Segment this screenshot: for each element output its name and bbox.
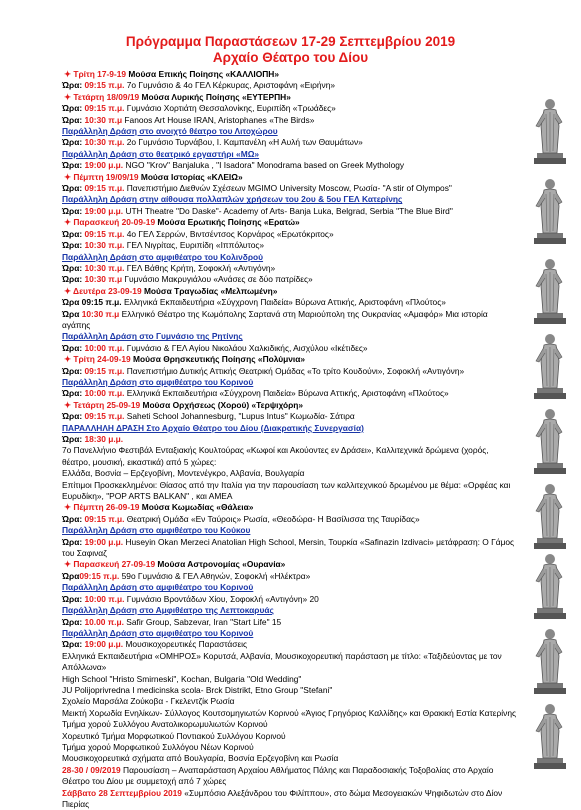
- day-date: Πέμπτη 19/09/19: [73, 171, 139, 182]
- event-detail-text: Ελληνικά Εκπαιδευτήρια «ΟΜΗΡΟΣ» Κορυτσά, Αλβανία, Μουσικοχορευτική παράσταση με τίτλο: «Ταξιδεύοντας με τον Απόλλωνα»: [62, 650, 502, 673]
- event-time: 10:30 π.μ: [81, 308, 120, 319]
- day-heading: ✦ Τρίτη 17-9-19 Μούσα Επικής Ποίησης «ΚΑΛΛΙΟΠΗ»: [64, 69, 279, 79]
- muse-name: Μούσα Αστρονομίας «Ουρανία»: [155, 559, 286, 570]
- event-detail-text: Επίτιμοι Προσκεκλημένοι: Θίασος από την Ιταλία για την παρουσίαση των καλλιτεχνικού δρωμένου με θέμα: «Ορφέας και Ευρυδίκη», "POP ARTS BALKAN" , και ΑΜΕΑ: [62, 479, 511, 502]
- event-time: 10:30 π.μ.: [84, 137, 125, 148]
- event-time: 09:15 π.μ.: [84, 513, 125, 524]
- event-detail: [62, 731, 518, 742]
- event-line: [62, 80, 518, 91]
- day-date: Δευτέρα 23-09-19: [73, 285, 142, 296]
- event-line: [62, 229, 518, 240]
- page-title: Πρόγραμμα Παραστάσεων 17-29 Σεπτεμβρίου 2019: [125, 34, 456, 49]
- time-label: Ώρα:: [62, 593, 85, 604]
- event-time: 10:30 π.μ: [84, 274, 123, 285]
- day-date: Τετάρτη 25-09-19: [73, 399, 141, 410]
- event-text: 2ο Γυμνάσιο Τυρνάβου, Ι. Καμπανέλη «Η Αυλή των Θαυμάτων»: [124, 137, 363, 148]
- day-date: Τρίτη 17-9-19: [73, 69, 127, 79]
- event-time: 18:30 μ.μ.: [84, 434, 124, 444]
- event-text: Ελληνικά Εκπαιδευτήρια «Σύγχρονη Παιδεία» Βύρωνα Αττικής, Αριστοφάνη «Πλούτος»: [124, 388, 449, 399]
- program-list: [62, 69, 518, 810]
- time-label: Ώρα:: [62, 616, 85, 627]
- event-time: 10:30 π.μ.: [84, 262, 125, 273]
- event-line: [62, 240, 518, 251]
- time-label: Ώρα:: [62, 365, 85, 376]
- time-label: Ώρα:: [62, 536, 85, 547]
- parallel-event-title: Παράλληλη Δράση στο Αμφιθέατρο της Λεπτοκαρυάς: [62, 605, 274, 616]
- event-time: 28-30 / 09/2019: [62, 764, 121, 775]
- event-text: Θεατρική Ομάδα «Εν Ταύροις» Ρωσία, «Θεοδώρα- Η Βασίλισσα της Ταυρίδας»: [124, 513, 420, 524]
- event-detail: [62, 685, 518, 696]
- day-heading: ✦ Τρίτη 24-09-19 Μούσα Θρησκευτικής Ποίησης «Πολύμνια»: [64, 354, 306, 365]
- event-detail: [62, 696, 518, 707]
- event-line: [62, 297, 518, 308]
- day-date: Παρασκευή 27-09-19: [73, 559, 156, 570]
- parallel-event-title: Παράλληλη Δράση στο ανοιχτό θέατρο του Λιτοχώρου: [62, 126, 278, 137]
- event-line: [62, 434, 518, 445]
- event-time: 10:30 π.μ: [84, 114, 123, 125]
- event-time: 10.00 π.μ.: [84, 616, 124, 627]
- muse-name: Μούσα Κωμωδίας «Θάλεια»: [139, 502, 254, 513]
- time-label: Ώρα:: [62, 228, 85, 239]
- event-text: Fanoos Art House IRAN, Aristophanes «The Birds»: [122, 114, 315, 125]
- event-time: 09:15 π.μ.: [84, 80, 125, 91]
- time-label: Ώρα:: [62, 434, 85, 444]
- event-line: [62, 263, 518, 274]
- event-line: [62, 617, 518, 628]
- event-text: Γυμνάσιο Βροντάδων Χίου, Σοφοκλή «Αντιγόνη» 20: [124, 593, 319, 604]
- parallel-event-title: Παράλληλη Δράση στο αμφιθέατρο του Κορινού: [62, 627, 254, 638]
- event-text: Πανεπιστήμιο Δυτικής Αττικής Θεατρική Ομάδας «Το τρίτο Κουδούνι», Σοφοκλή «Αντιγόνη»: [124, 365, 465, 376]
- parallel-event-title: ΠΑΡΑΛΛΗΛΗ ΔΡΑΣΗ Στο Αρχαίο Θέατρο του Δίου (Διακρατικής Συνεργασία): [62, 422, 364, 433]
- time-label: Ώρα: [62, 308, 82, 319]
- event-time: 09:15 π.μ.: [84, 411, 125, 422]
- muse-statue-icon: [524, 406, 576, 481]
- muse-name: Μούσα Ιστορίας «ΚΛΕΙΩ»: [138, 171, 243, 182]
- time-label: Ώρα:: [62, 262, 85, 273]
- muse-statue-icon: [524, 701, 576, 776]
- event-text: Ελληνικά Εκπαιδευτήρια «Σύγχρονη Παιδεία» Βύρωνα Αττικής, Αριστοφάνη «Πλούτος»: [121, 297, 446, 308]
- parallel-event-title: Παράλληλη Δράση στο αμφιθέατρο του Κούκου: [62, 525, 251, 536]
- event-text: Γυμνάσιο Χορτιάτη Θεσσαλονίκης, Ευριπίδη «Τρωάδες»: [124, 103, 336, 114]
- page-subtitle: Αρχαίο Θέατρο του Δίου: [212, 50, 369, 65]
- muse-statue-icon: [524, 176, 576, 251]
- muse-statue-icon: [524, 96, 576, 171]
- event-text: Ελληνικό Θέατρο της Κωμόπολης Σαρτανά στη Μαριούπολη της Ουκρανίας «Αμαφόρ» Μια ιστορία αγάπης: [62, 308, 488, 330]
- statue-column: [524, 96, 576, 766]
- parallel-event-heading: [62, 605, 518, 616]
- event-detail: [62, 674, 518, 685]
- event-detail: [62, 480, 518, 503]
- time-label: Ώρα:: [62, 411, 85, 422]
- event-line: [62, 309, 518, 332]
- event-detail-text: Μουσικοχορευτικά σχήματα από Βουλγαρία, Βοσνία Ερζεγοβίνη και Ρωσία: [62, 753, 339, 764]
- event-text: Saheti School Johannesburg, "Lupus Intus" Κωμωδία- Σάτιρα: [124, 411, 355, 422]
- event-time: 09:15 π.μ.: [84, 103, 125, 114]
- time-label: Ώρα:: [62, 160, 85, 171]
- parallel-event-title: Παράλληλη Δράση στο αμφιθέατρο του Κορινού: [62, 582, 254, 593]
- event-text: ΓΕΛ Βάθης Κρήτη, Σοφοκλή «Αντιγόνη»: [124, 262, 276, 273]
- muse-name: Μούσα Ερωτικής Ποίησης «Ερατώ»: [155, 217, 300, 228]
- time-label: Ώρα:: [62, 274, 85, 285]
- time-label: Ώρα:: [62, 240, 85, 251]
- muse-statue-icon: [524, 551, 576, 626]
- event-text: Πανεπιστήμιο Διεθνών Σχέσεων MGIMO University Moscow, Ρωσία- "A stir of Olympos": [124, 183, 452, 194]
- event-text: Μουσικοχορευτικές Παραστάσεις: [123, 639, 248, 650]
- event-text: 59ο Γυμνάσιο & ΓΕΛ Αθηνών, Σοφοκλή «Ηλέκτρα»: [119, 570, 311, 581]
- event-time: 09:15 π.μ.: [84, 365, 125, 376]
- event-line: [62, 160, 518, 171]
- time-label: Ώρα 09:15 π.μ.: [62, 297, 122, 308]
- day-date: Τρίτη 24-09-19: [73, 354, 131, 365]
- day-heading: ✦ Τετάρτη 25-09-19 Μούσα Ορχήσεως (Χορού) «Τερψιχόρη»: [64, 399, 304, 410]
- event-detail: [62, 651, 518, 674]
- event-detail: [62, 719, 518, 730]
- day-heading: ✦ Πέμπτη 26-09-19 Μούσα Κωμωδίας «Θάλεια»: [64, 502, 254, 513]
- muse-name: Μούσα Θρησκευτικής Ποίησης «Πολύμνια»: [130, 354, 306, 365]
- event-text: Παρουσίαση – Αναπαράσταση Αρχαίου Αθλήματος Πάλης και Παραδοσιακής Τοξοβολίας στο Αρχαίο Θέατρο του Δίου με συμμετοχή από 7 χώρες: [62, 764, 494, 787]
- muse-statue-icon: [524, 626, 576, 701]
- event-text: Γυμνάσιο Μακρυγιάλου «Ανάσες σε δύο πατρίδες»: [122, 274, 313, 285]
- event-detail-text: 7ο Πανελλήνιο Φεστιβάλ Ενταξιακής Κουλτούρας «Κωφοί και Ακούοντες εν Δράσει», Καλλιτεχνικά δρώμενα (χορός, θέατρο, μουσική, εικαστικά) από 5 χώρες:: [62, 445, 489, 467]
- event-detail-text: Χορευτικό Τμήμα Μορφωτικού Ποντιακού Συλλόγου Κορινού: [62, 730, 286, 741]
- muse-name: Μούσα Ορχήσεως (Χορού) «Τερψιχόρη»: [140, 399, 304, 410]
- event-detail-text: Σχολείο Μαρσάλα Ζούκοβα - Γκελεντζίκ Ρωσία: [62, 696, 235, 707]
- event-time: 09:15 π.μ.: [84, 228, 125, 239]
- event-text: NGO "Krov" Banjaluka , "I Isadora" Monodrama based on Greek Mythology: [123, 160, 405, 171]
- event-text: Γυμνάσιο & ΓΕΛ Αγίου Νικολάου Χαλκιδικής, Αισχύλου «Ικέτιδες»: [124, 342, 368, 353]
- muse-name: Μούσα Λυρικής Ποίησης «ΕΥΤΕΡΠΗ»: [139, 91, 291, 102]
- time-label: Ώρα:: [62, 639, 85, 650]
- event-line: [62, 103, 518, 114]
- event-time: 19:00 μ.μ.: [84, 536, 124, 547]
- time-label: Ώρα:: [62, 103, 85, 114]
- day-heading: ✦ Τετάρτη 18/09/19 Μούσα Λυρικής Ποίησης «ΕΥΤΕΡΠΗ»: [64, 91, 291, 102]
- parallel-event-heading: [62, 582, 518, 593]
- event-line: [62, 537, 518, 560]
- day-date: Πέμπτη 26-09-19: [73, 502, 140, 513]
- event-time: Σάββατο 28 Σεπτεμβρίου 2019: [62, 787, 182, 798]
- event-detail: [62, 753, 518, 764]
- muse-name: Μούσα Τραγωδίας «Μελπωμένη»: [141, 285, 278, 296]
- time-label: Ώρα:: [62, 137, 85, 148]
- parallel-event-title: Παράλληλη Δράση στο αμφιθέατρο του Κορινού: [62, 376, 254, 387]
- muse-name: Μούσα Επικής Ποίησης «ΚΑΛΛΙΟΠΗ»: [126, 69, 279, 79]
- parallel-event-heading: [62, 149, 518, 160]
- event-line: [62, 514, 518, 525]
- event-detail: [62, 468, 518, 479]
- parallel-event-heading: [62, 525, 518, 536]
- event-time: 10:30 π.μ.: [84, 240, 125, 251]
- event-detail-text: Μεικτή Χορωδία Ενηλίκων- Σύλλογος Κουτσομηγιωτών Κορινού «Άγιος Γρηγόριος Καλλίδης» και Θρακική Εστία Κατερίνης: [62, 707, 517, 718]
- event-detail: [62, 445, 518, 468]
- event-text: 7ο Γυμνάσιο & 4ο ΓΕΛ Κέρκυρας, Αριστοφάνη «Ειρήνη»: [124, 80, 336, 91]
- event-line: [62, 594, 518, 605]
- time-label: Ώρα:: [62, 513, 85, 524]
- event-text: ΓΕΛ Νιγρίτας, Ευριπίδη «Ιππόλυτος»: [124, 240, 265, 251]
- event-line: [62, 343, 518, 354]
- muse-statue-icon: [524, 331, 576, 406]
- event-text: 4ο ΓΕΛ Σερρών, Βιντσέντσος Κορνάρος «Ερωτόκριτος»: [124, 228, 334, 239]
- parallel-event-title: Παράλληλη Δράση στο αμφιθέατρο του Κολινδρού: [62, 251, 264, 262]
- time-label: Ώρα: [62, 570, 80, 581]
- event-text: Safir Group, Sabzevar, Iran "Start Life" 15: [123, 616, 282, 627]
- parallel-event-heading: [62, 331, 518, 342]
- event-detail: [62, 708, 518, 719]
- event-time: 19:00 μ.μ.: [84, 160, 124, 171]
- event-time: 10:00 π.μ.: [84, 388, 125, 399]
- event-line: [62, 183, 518, 194]
- day-heading: ✦ Παρασκευή 20-09-19 Μούσα Ερωτικής Ποίησης «Ερατώ»: [64, 217, 300, 228]
- time-label: Ώρα:: [62, 114, 85, 125]
- event-time: 19:00 μ.μ.: [84, 205, 124, 216]
- page-header: [0, 34, 581, 66]
- event-time: 09:15 π.μ.: [79, 570, 120, 581]
- day-heading: ✦ Πέμπτη 19/09/19 Μούσα Ιστορίας «ΚΛΕΙΩ»: [64, 171, 243, 182]
- event-line: [62, 388, 518, 399]
- parallel-event-title: Παράλληλη Δράση στο θεατρικό εργαστήρι «ΜΩ»: [62, 148, 260, 159]
- event-detail-text: Ελλάδα, Βοσνία – Ερζεγοβίνη, Μοντενέγκρο, Αλβανία, Βουλγαρία: [62, 468, 305, 479]
- parallel-event-heading: [62, 126, 518, 137]
- day-heading: ✦ Δευτέρα 23-09-19 Μούσα Τραγωδίας «Μελπωμένη»: [64, 285, 278, 296]
- parallel-event-heading: [62, 194, 518, 205]
- parallel-event-heading: [62, 628, 518, 639]
- event-line: [62, 788, 518, 810]
- parallel-event-heading: [62, 423, 518, 434]
- parallel-event-heading: [62, 252, 518, 263]
- parallel-event-heading: [62, 377, 518, 388]
- muse-statue-icon: [524, 481, 576, 556]
- time-label: Ώρα:: [62, 183, 85, 194]
- event-line: [62, 115, 518, 126]
- event-line: [62, 366, 518, 377]
- muse-statue-icon: [524, 256, 576, 331]
- event-line: [62, 571, 518, 582]
- parallel-event-title: Παράλληλη Δράση στην αίθουσα πολλαπλών χρήσεων του 2ου & 5ου ΓΕΛ Κατερίνης: [62, 194, 403, 205]
- event-line: [62, 206, 518, 217]
- event-line: [62, 639, 518, 650]
- day-date: Παρασκευή 20-09-19: [73, 217, 156, 228]
- event-text: Huseyin Okan Merzeci Anatolian High School, Mersin, Τουρκία «Safinazin Izdivaci» μετάφραση: Ο Γάμος του Σαφιναζ: [62, 536, 515, 559]
- time-label: Ώρα:: [62, 205, 85, 216]
- event-detail-text: Τμήμα χορού Μορφωτικού Συλλόγου Νέων Κορινού: [62, 741, 254, 752]
- event-line: [62, 274, 518, 285]
- event-line: [62, 411, 518, 422]
- event-text: «Συμπόσιο Αλεξάνδρου του Φιλίππου», στο δώμα Μεσογειακών Ψηφιδωτών στο Δίον Πιερίας: [62, 787, 503, 809]
- event-line: [62, 765, 518, 788]
- event-detail-text: High School "Hristo Smirneski", Kochan, Bulgaria "Old Wedding": [62, 673, 302, 684]
- event-time: 19:00 μ.μ.: [84, 639, 124, 650]
- event-time: 10:00 π.μ.: [84, 342, 125, 353]
- event-detail-text: Τμήμα χορού Συλλόγου Ανατολικορωμυλιωτών Κορινού: [62, 719, 268, 730]
- event-time: 10:00 π.μ.: [84, 593, 125, 604]
- parallel-event-title: Παράλληλη Δράση στο Γυμνάσιο της Ρητίνης: [62, 331, 243, 342]
- time-label: Ώρα:: [62, 388, 85, 399]
- event-detail-text: JU Polijoprivredna I medicinska scola- Brck Distrikt, Etno Group "Stefani": [62, 684, 333, 695]
- time-label: Ώρα:: [62, 80, 85, 91]
- event-text: UTH Theatre "Do Daske"- Academy of Arts- Banja Luka, Belgrad, Serbia "The Blue Bird": [123, 205, 453, 216]
- event-detail: [62, 742, 518, 753]
- event-time: 09:15 π.μ.: [84, 183, 125, 194]
- day-date: Τετάρτη 18/09/19: [73, 91, 140, 102]
- day-heading: ✦ Παρασκευή 27-09-19 Μούσα Αστρονομίας «Ουρανία»: [64, 559, 286, 570]
- time-label: Ώρα:: [62, 342, 85, 353]
- event-line: [62, 137, 518, 148]
